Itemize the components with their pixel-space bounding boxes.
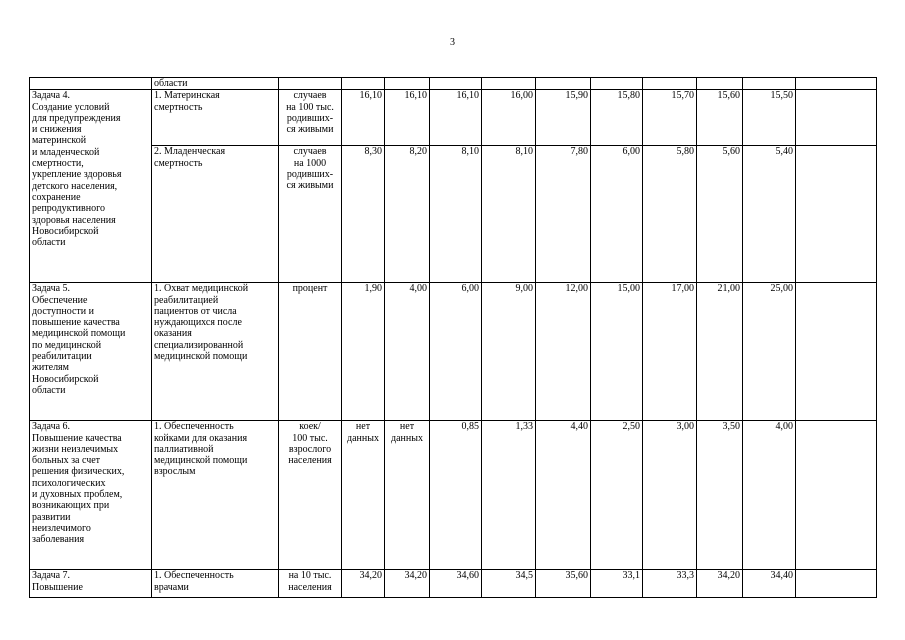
- value-cell: 4,00: [743, 421, 796, 570]
- value-cell: [342, 78, 385, 90]
- value-cell: 34,20: [342, 570, 385, 598]
- value-cell: 34,40: [743, 570, 796, 598]
- indicator-cell: 1. Охват медицинской реабилитацией пациентов от числа нуждающихся после оказания специализированной медицинской помощи: [152, 283, 279, 421]
- value-cell: [279, 78, 342, 90]
- value-cell: 34,60: [430, 570, 482, 598]
- indicator-cell: области: [152, 78, 279, 90]
- value-cell: 21,00: [697, 283, 743, 421]
- value-cell: 3,50: [697, 421, 743, 570]
- value-cell: 4,40: [536, 421, 591, 570]
- value-cell: 5,60: [697, 146, 743, 283]
- value-cell: 16,10: [385, 90, 430, 146]
- indicator-cell: 2. Младенческая смертность: [152, 146, 279, 283]
- value-cell: 8,20: [385, 146, 430, 283]
- value-cell: 12,00: [536, 283, 591, 421]
- value-cell: 1,90: [342, 283, 385, 421]
- indicators-table: [29, 77, 877, 598]
- value-cell: 15,70: [643, 90, 697, 146]
- value-cell: 0,85: [430, 421, 482, 570]
- value-cell: 9,00: [482, 283, 536, 421]
- value-cell: 4,00: [385, 283, 430, 421]
- task-cell: Задача 7. Повышение: [30, 570, 152, 598]
- value-cell: 16,10: [342, 90, 385, 146]
- value-cell: 34,20: [697, 570, 743, 598]
- value-cell: 1,33: [482, 421, 536, 570]
- indicator-cell: 1. Обеспеченность койками для оказания паллиативной медицинской помощи взрослым: [152, 421, 279, 570]
- value-cell: [643, 78, 697, 90]
- value-cell: 15,80: [591, 90, 643, 146]
- value-cell: 7,80: [536, 146, 591, 283]
- value-cell: 2,50: [591, 421, 643, 570]
- value-cell: [743, 78, 796, 90]
- value-cell: 8,10: [482, 146, 536, 283]
- value-cell: [796, 78, 877, 90]
- value-cell: нет данных: [342, 421, 385, 570]
- indicator-cell: 1. Обеспеченность врачами: [152, 570, 279, 598]
- value-cell: [591, 78, 643, 90]
- unit-cell: процент: [279, 283, 342, 421]
- value-cell: 5,80: [643, 146, 697, 283]
- value-cell: [697, 78, 743, 90]
- task-cell: Задача 4. Создание условий для предупреждения и снижения материнской и младенческой смертности, укрепление здоровья детского населения, сохранение репродуктивного здоровья населения Новосибирской области: [30, 90, 152, 283]
- task-cell: Задача 5. Обеспечение доступности и повышение качества медицинской помощи по медицинской реабилитации жителям Новосибирской области: [30, 283, 152, 421]
- task-cell: Задача 6. Повышение качества жизни неизлечимых больных за счет решения физических, психологических и духовных проблем, возникающих при развитии неизлечимого заболевания: [30, 421, 152, 570]
- table-row: [30, 78, 877, 90]
- table-row: [30, 283, 877, 421]
- unit-cell: на 10 тыс. населения: [279, 570, 342, 598]
- table-row: [30, 90, 877, 146]
- table-row: [30, 570, 877, 598]
- value-cell: 25,00: [743, 283, 796, 421]
- value-cell: [796, 283, 877, 421]
- value-cell: 34,20: [385, 570, 430, 598]
- page-number: 3: [450, 37, 455, 48]
- value-cell: [796, 90, 877, 146]
- value-cell: 15,90: [536, 90, 591, 146]
- value-cell: [536, 78, 591, 90]
- unit-cell: коек/ 100 тыс. взрослого населения: [279, 421, 342, 570]
- value-cell: нет данных: [385, 421, 430, 570]
- value-cell: 34,5: [482, 570, 536, 598]
- value-cell: 35,60: [536, 570, 591, 598]
- task-cell: [30, 78, 152, 90]
- table-row: [30, 421, 877, 570]
- value-cell: 15,00: [591, 283, 643, 421]
- value-cell: 16,00: [482, 90, 536, 146]
- unit-cell: случаев на 1000 родивших- ся живыми: [279, 146, 342, 283]
- value-cell: 33,3: [643, 570, 697, 598]
- value-cell: 16,10: [430, 90, 482, 146]
- value-cell: [796, 146, 877, 283]
- value-cell: [430, 78, 482, 90]
- unit-cell: случаев на 100 тыс. родивших- ся живыми: [279, 90, 342, 146]
- value-cell: [796, 570, 877, 598]
- value-cell: 6,00: [430, 283, 482, 421]
- value-cell: 15,50: [743, 90, 796, 146]
- value-cell: 8,10: [430, 146, 482, 283]
- value-cell: 17,00: [643, 283, 697, 421]
- value-cell: [385, 78, 430, 90]
- value-cell: [796, 421, 877, 570]
- value-cell: 8,30: [342, 146, 385, 283]
- value-cell: 3,00: [643, 421, 697, 570]
- value-cell: 15,60: [697, 90, 743, 146]
- value-cell: 5,40: [743, 146, 796, 283]
- value-cell: 33,1: [591, 570, 643, 598]
- indicator-cell: 1. Материнская смертность: [152, 90, 279, 146]
- value-cell: [482, 78, 536, 90]
- value-cell: 6,00: [591, 146, 643, 283]
- table-row: [30, 146, 877, 283]
